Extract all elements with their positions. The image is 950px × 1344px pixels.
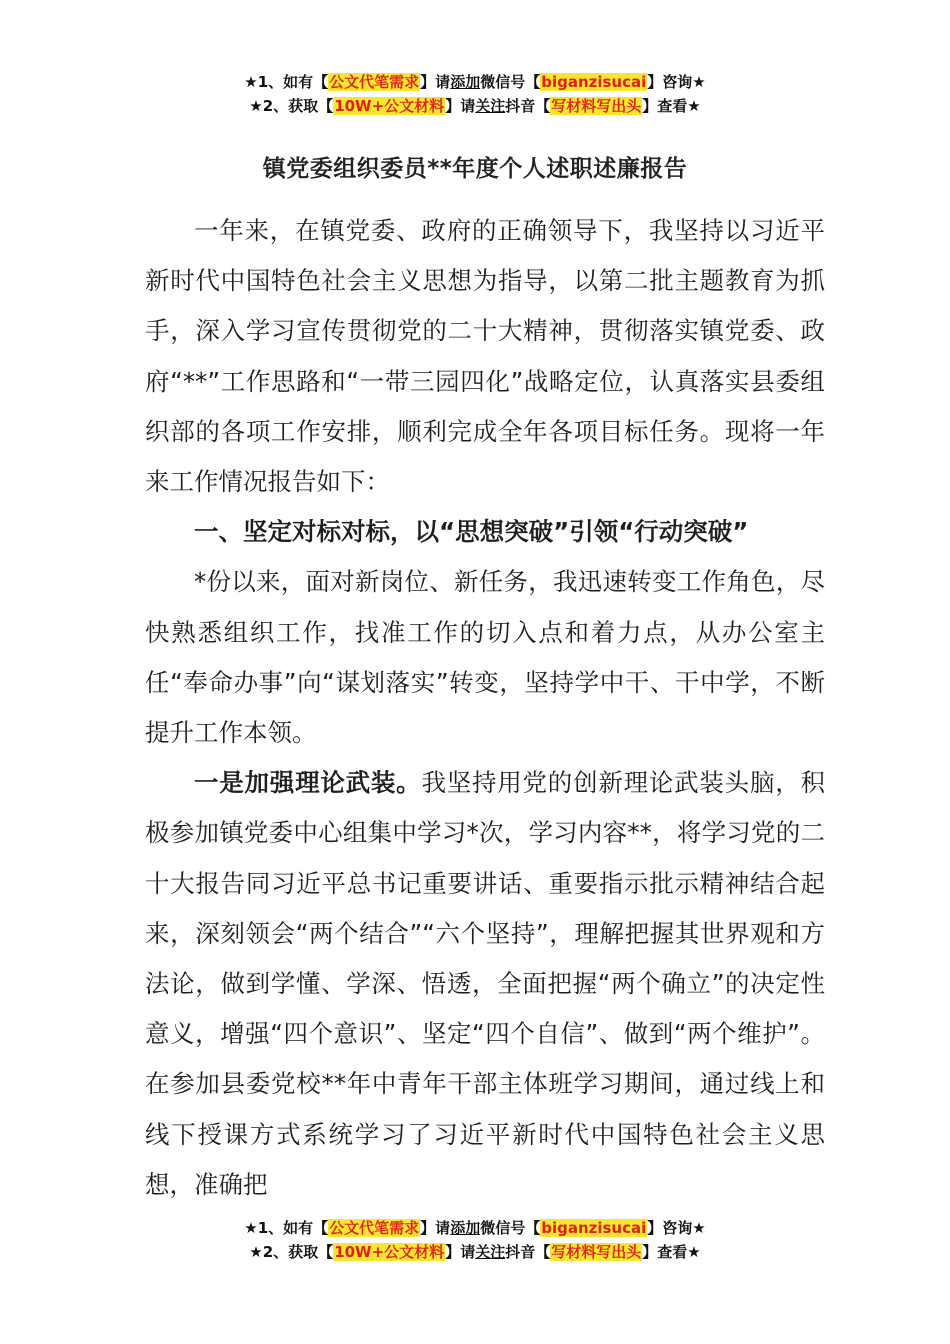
banner-text: 抖音【 xyxy=(505,97,551,115)
document-title: 镇党委组织委员**年度个人述职述廉报告 xyxy=(262,156,688,182)
paragraph-section-1: *份以来，面对新岗位、新任务，我迅速转变工作角色，尽快熟悉组织工作，找准工作的切入点和着力点，从办公室主任“奉命办事”向“谋划落实”转变，坚持学中干、干中学，不断提升工作本领。 xyxy=(145,567,825,748)
paragraph-lead: 一是加强理论武装。 xyxy=(194,768,422,798)
section-heading-1: 一、坚定对标对标，以“思想突破”引领“行动突破” xyxy=(194,517,749,547)
banner-highlight: 10W+公文材料 xyxy=(334,97,445,115)
banner-text: 】咨询★ xyxy=(647,73,706,91)
banner-text: ★1、如有【 xyxy=(244,73,329,91)
banner-highlight: biganzisucai xyxy=(541,1219,647,1237)
bottom-banner xyxy=(0,1216,950,1264)
banner-highlight: 写材料写出头 xyxy=(551,97,642,115)
banner-text: 】请 xyxy=(445,97,476,115)
banner-text: ★2、获取【 xyxy=(249,1243,334,1261)
banner-underline: 关注 xyxy=(475,1243,506,1261)
banner-highlight: 写材料写出头 xyxy=(551,1243,642,1261)
banner-highlight: 10W+公文材料 xyxy=(334,1243,445,1261)
paragraph-intro: 一年来，在镇党委、政府的正确领导下，我坚持以习近平新时代中国特色社会主义思想为指导，以第二批主题教育为抓手，深入学习宣传贯彻党的二十大精神，贯彻落实镇党委、政府“**”工作思路和“一带三园四化”战略定位，认真落实县委组织部的各项工作安排，顺利完成全年各项目标任务。现将一年来工作情况报告如下： xyxy=(145,216,825,497)
banner-text: 】请 xyxy=(445,1243,476,1261)
banner-text: 】查看★ xyxy=(642,1243,701,1261)
top-banner xyxy=(0,70,950,118)
banner-underline: 关注 xyxy=(475,97,506,115)
paragraph-theory xyxy=(145,758,825,1210)
banner-underline: 添加 xyxy=(450,1219,481,1237)
banner-text: 抖音【 xyxy=(505,1243,551,1261)
banner-text: ★1、如有【 xyxy=(244,1219,329,1237)
banner-text: 】咨询★ xyxy=(647,1219,706,1237)
banner-highlight: biganzisucai xyxy=(541,73,647,91)
banner-highlight: 公文代笔需求 xyxy=(329,1219,420,1237)
banner-underline: 添加 xyxy=(450,73,481,91)
banner-highlight: 公文代笔需求 xyxy=(329,73,420,91)
banner-line-1 xyxy=(0,1216,950,1240)
banner-text: 】查看★ xyxy=(642,97,701,115)
banner-text: 微信号【 xyxy=(480,1219,541,1237)
banner-line-1 xyxy=(0,70,950,94)
paragraph-text: 我坚持用党的创新理论武装头脑，积极参加镇党委中心组集中学习*次，学习内容**，将学习党的二十大报告同习近平总书记重要讲话、重要指示批示精神结合起来，深刻领会“两个结合”“六个坚持”，理解把握其世界观和方法论，做到学懂、学深、悟透，全面把握“两个确立”的决定性意义，增强“四个意识”、坚定“四个自信”、做到“两个维护”。在参加县委党校**年中青年干部主体班学习期间，通过线上和线下授课方式系统学习了习近平新时代中国特色社会主义思想，准确把 xyxy=(145,768,825,1199)
banner-text: 】请 xyxy=(420,73,451,91)
banner-text: 】请 xyxy=(420,1219,451,1237)
banner-text: ★2、获取【 xyxy=(249,97,334,115)
document-body xyxy=(145,206,825,1210)
banner-line-2 xyxy=(0,94,950,118)
banner-line-2 xyxy=(0,1240,950,1264)
banner-text: 微信号【 xyxy=(480,73,541,91)
